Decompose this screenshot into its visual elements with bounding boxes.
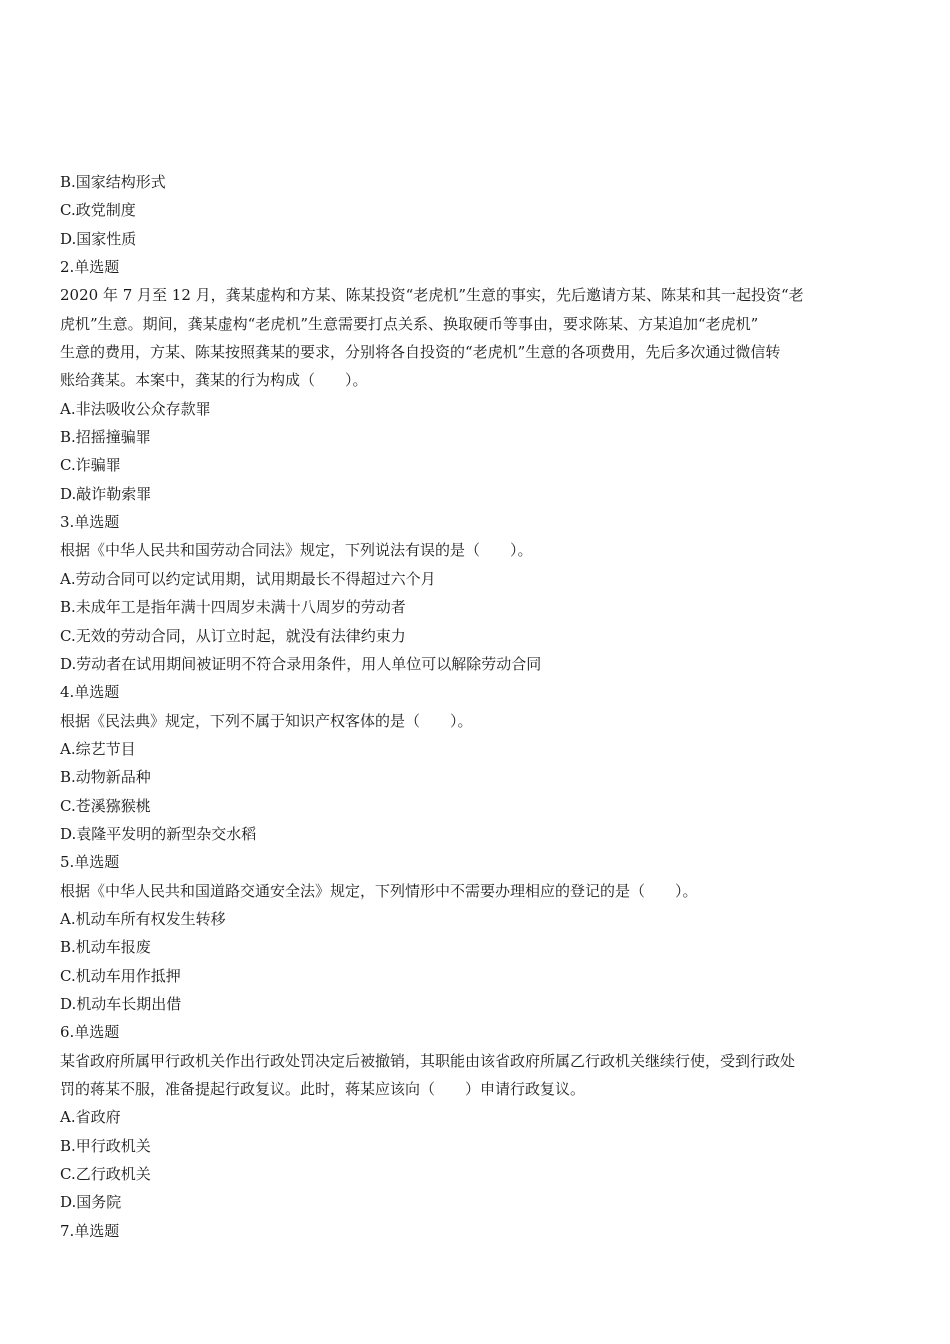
question-stem: 某省政府所属甲行政机关作出行政处罚决定后被撤销，其职能由该省政府所属乙行政机关继续行使，受到行政处 — [60, 1051, 796, 1070]
option: C.苍溪猕猴桃 — [60, 796, 151, 815]
option: C.政党制度 — [60, 201, 136, 220]
question-6 — [60, 1018, 900, 1216]
question-3 — [60, 508, 900, 678]
option: B.甲行政机关 — [60, 1136, 151, 1155]
option: B.动物新品种 — [60, 768, 151, 787]
question-header: 6.单选题 — [60, 1023, 120, 1042]
question-2 — [60, 253, 900, 508]
continued-options — [60, 168, 900, 253]
option: D.敲诈勒索罪 — [60, 484, 152, 503]
option: C.机动车用作抵押 — [60, 966, 181, 985]
option: B.招摇撞骗罪 — [60, 428, 151, 447]
question-4 — [60, 678, 900, 848]
question-5 — [60, 848, 900, 1018]
option: B.国家结构形式 — [60, 173, 166, 191]
option: A.综艺节目 — [60, 739, 136, 758]
option: D.机动车长期出借 — [60, 994, 182, 1013]
option: D.劳动者在试用期间被证明不符合录用条件，用人单位可以解除劳动合同 — [60, 654, 542, 673]
option: C.诈骗罪 — [60, 456, 121, 475]
option: D.袁隆平发明的新型杂交水稻 — [60, 824, 257, 843]
question-stem: 罚的蒋某不服，准备提起行政复议。此时，蒋某应该向（ ）申请行政复议。 — [60, 1080, 586, 1098]
option: A.劳动合同可以约定试用期，试用期最长不得超过六个月 — [60, 569, 436, 588]
question-stem: 账给龚某。本案中，龚某的行为构成（ ）。 — [60, 371, 368, 390]
question-stem: 虎机”生意。期间，龚某虚构“老虎机”生意需要打点关系、换取硬币等事由，要求陈某、方某追加“老虎机” — [60, 314, 759, 333]
option: D.国务院 — [60, 1193, 122, 1212]
document-page — [60, 168, 900, 1245]
question-header: 4.单选题 — [60, 683, 120, 702]
option: A.非法吸收公众存款罪 — [60, 399, 211, 418]
option: C.无效的劳动合同，从订立时起，就没有法律约束力 — [60, 626, 406, 645]
question-stem: 生意的费用，方某、陈某按照龚某的要求，分别将各自投资的“老虎机”生意的各项费用，先后多次通过微信转 — [60, 343, 781, 362]
question-stem: 根据《中华人民共和国劳动合同法》规定，下列说法有误的是（ ）。 — [60, 541, 533, 560]
option: C.乙行政机关 — [60, 1165, 151, 1184]
option: B.机动车报废 — [60, 938, 151, 957]
option: D.国家性质 — [60, 229, 137, 248]
option: A.省政府 — [60, 1108, 121, 1127]
question-header: 3.单选题 — [60, 513, 120, 532]
question-stem: 根据《中华人民共和国道路交通安全法》规定，下列情形中不需要办理相应的登记的是（ ）。 — [60, 881, 698, 900]
question-header: 2.单选题 — [60, 258, 120, 277]
question-stem: 2020 年 7 月至 12 月，龚某虚构和方某、陈某投资“老虎机”生意的事实，先后邀请方某、陈某和其一起投资“老 — [60, 286, 804, 305]
option: A.机动车所有权发生转移 — [60, 909, 226, 928]
question-header: 7.单选题 — [60, 1221, 120, 1240]
option: B.未成年工是指年满十四周岁未满十八周岁的劳动者 — [60, 598, 406, 617]
question-stem: 根据《民法典》规定，下列不属于知识产权客体的是（ ）。 — [60, 711, 473, 730]
question-header: 5.单选题 — [60, 853, 120, 872]
